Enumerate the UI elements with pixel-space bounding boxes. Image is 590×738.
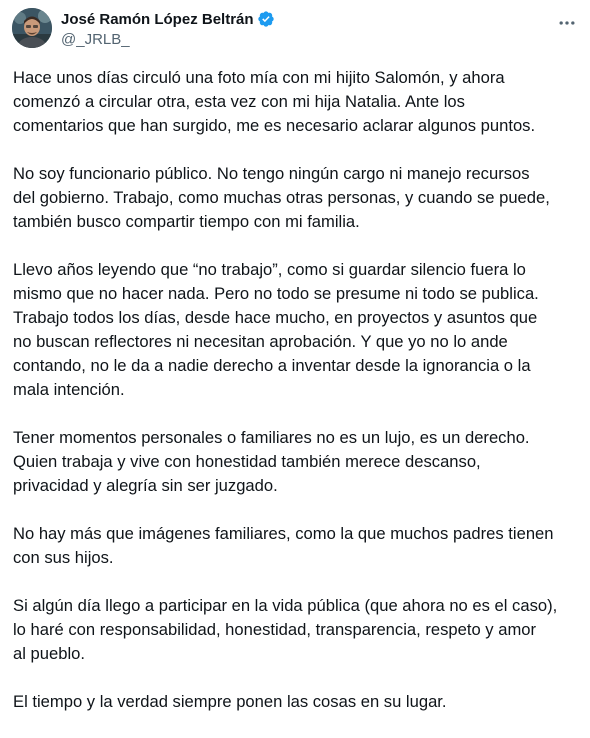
text-line: No hay más que imágenes familiares, como la que muchos padres tienen	[13, 524, 554, 543]
text-line: al pueblo.	[13, 644, 85, 663]
name-row	[61, 9, 275, 29]
text-line: también busco compartir tiempo con mi familia.	[13, 212, 360, 231]
text-line: Si algún día llego a participar en la vida pública (que ahora no es el caso),	[13, 596, 558, 615]
text-line: comenzó a circular otra, esta vez con mi hija Natalia. Ante los	[13, 92, 465, 111]
post-header	[12, 8, 582, 52]
post-paragraph	[13, 690, 578, 714]
author-names	[61, 9, 275, 50]
avatar[interactable]	[12, 8, 52, 48]
post-paragraph	[13, 594, 578, 666]
text-line: Llevo años leyendo que “no trabajo”, como si guardar silencio fuera lo	[13, 260, 526, 279]
post-paragraph	[13, 426, 578, 498]
text-line: Trabajo todos los días, desde hace mucho, en proyectos y asuntos que	[13, 308, 538, 327]
text-line: contando, no le da a nadie derecho a inventar desde la ignorancia o la	[13, 356, 531, 375]
text-line: del gobierno. Trabajo, como muchas otras personas, y cuando se puede,	[13, 188, 550, 207]
author-display-name[interactable]: José Ramón López Beltrán	[61, 10, 254, 28]
text-line: mismo que no hacer nada. Pero no todo se presume ni todo se publica.	[13, 284, 539, 303]
text-line: El tiempo y la verdad siempre ponen las cosas en su lugar.	[13, 692, 447, 711]
more-options-button[interactable]	[554, 10, 580, 36]
text-line: con sus hijos.	[13, 548, 114, 567]
text-line: Hace unos días circuló una foto mía con mi hijito Salomón, y ahora	[13, 68, 505, 87]
post-text	[13, 66, 578, 738]
verified-badge-icon[interactable]	[257, 10, 275, 28]
text-line: Quien trabaja y vive con honestidad también merece descanso,	[13, 452, 481, 471]
post-paragraph	[13, 162, 578, 234]
text-line: privacidad y alegría sin ser juzgado.	[13, 476, 278, 495]
post-paragraph	[13, 522, 578, 570]
text-line: Tener momentos personales o familiares no es un lujo, es un derecho.	[13, 428, 530, 447]
text-line: comentarios que han surgido, me es necesario aclarar algunos puntos.	[13, 116, 536, 135]
post-paragraph	[13, 66, 578, 138]
ellipsis-icon	[557, 13, 577, 33]
avatar-image	[12, 8, 52, 48]
text-line: no buscan reflectores ni necesitan aprobación. Y que yo no lo ande	[13, 332, 508, 351]
post-paragraph	[13, 258, 578, 402]
text-line: No soy funcionario público. No tengo ningún cargo ni manejo recursos	[13, 164, 530, 183]
text-line: mala intención.	[13, 380, 125, 399]
author-handle[interactable]: @_JRLB_	[61, 31, 130, 48]
text-line: lo haré con responsabilidad, honestidad, transparencia, respeto y amor	[13, 620, 537, 639]
